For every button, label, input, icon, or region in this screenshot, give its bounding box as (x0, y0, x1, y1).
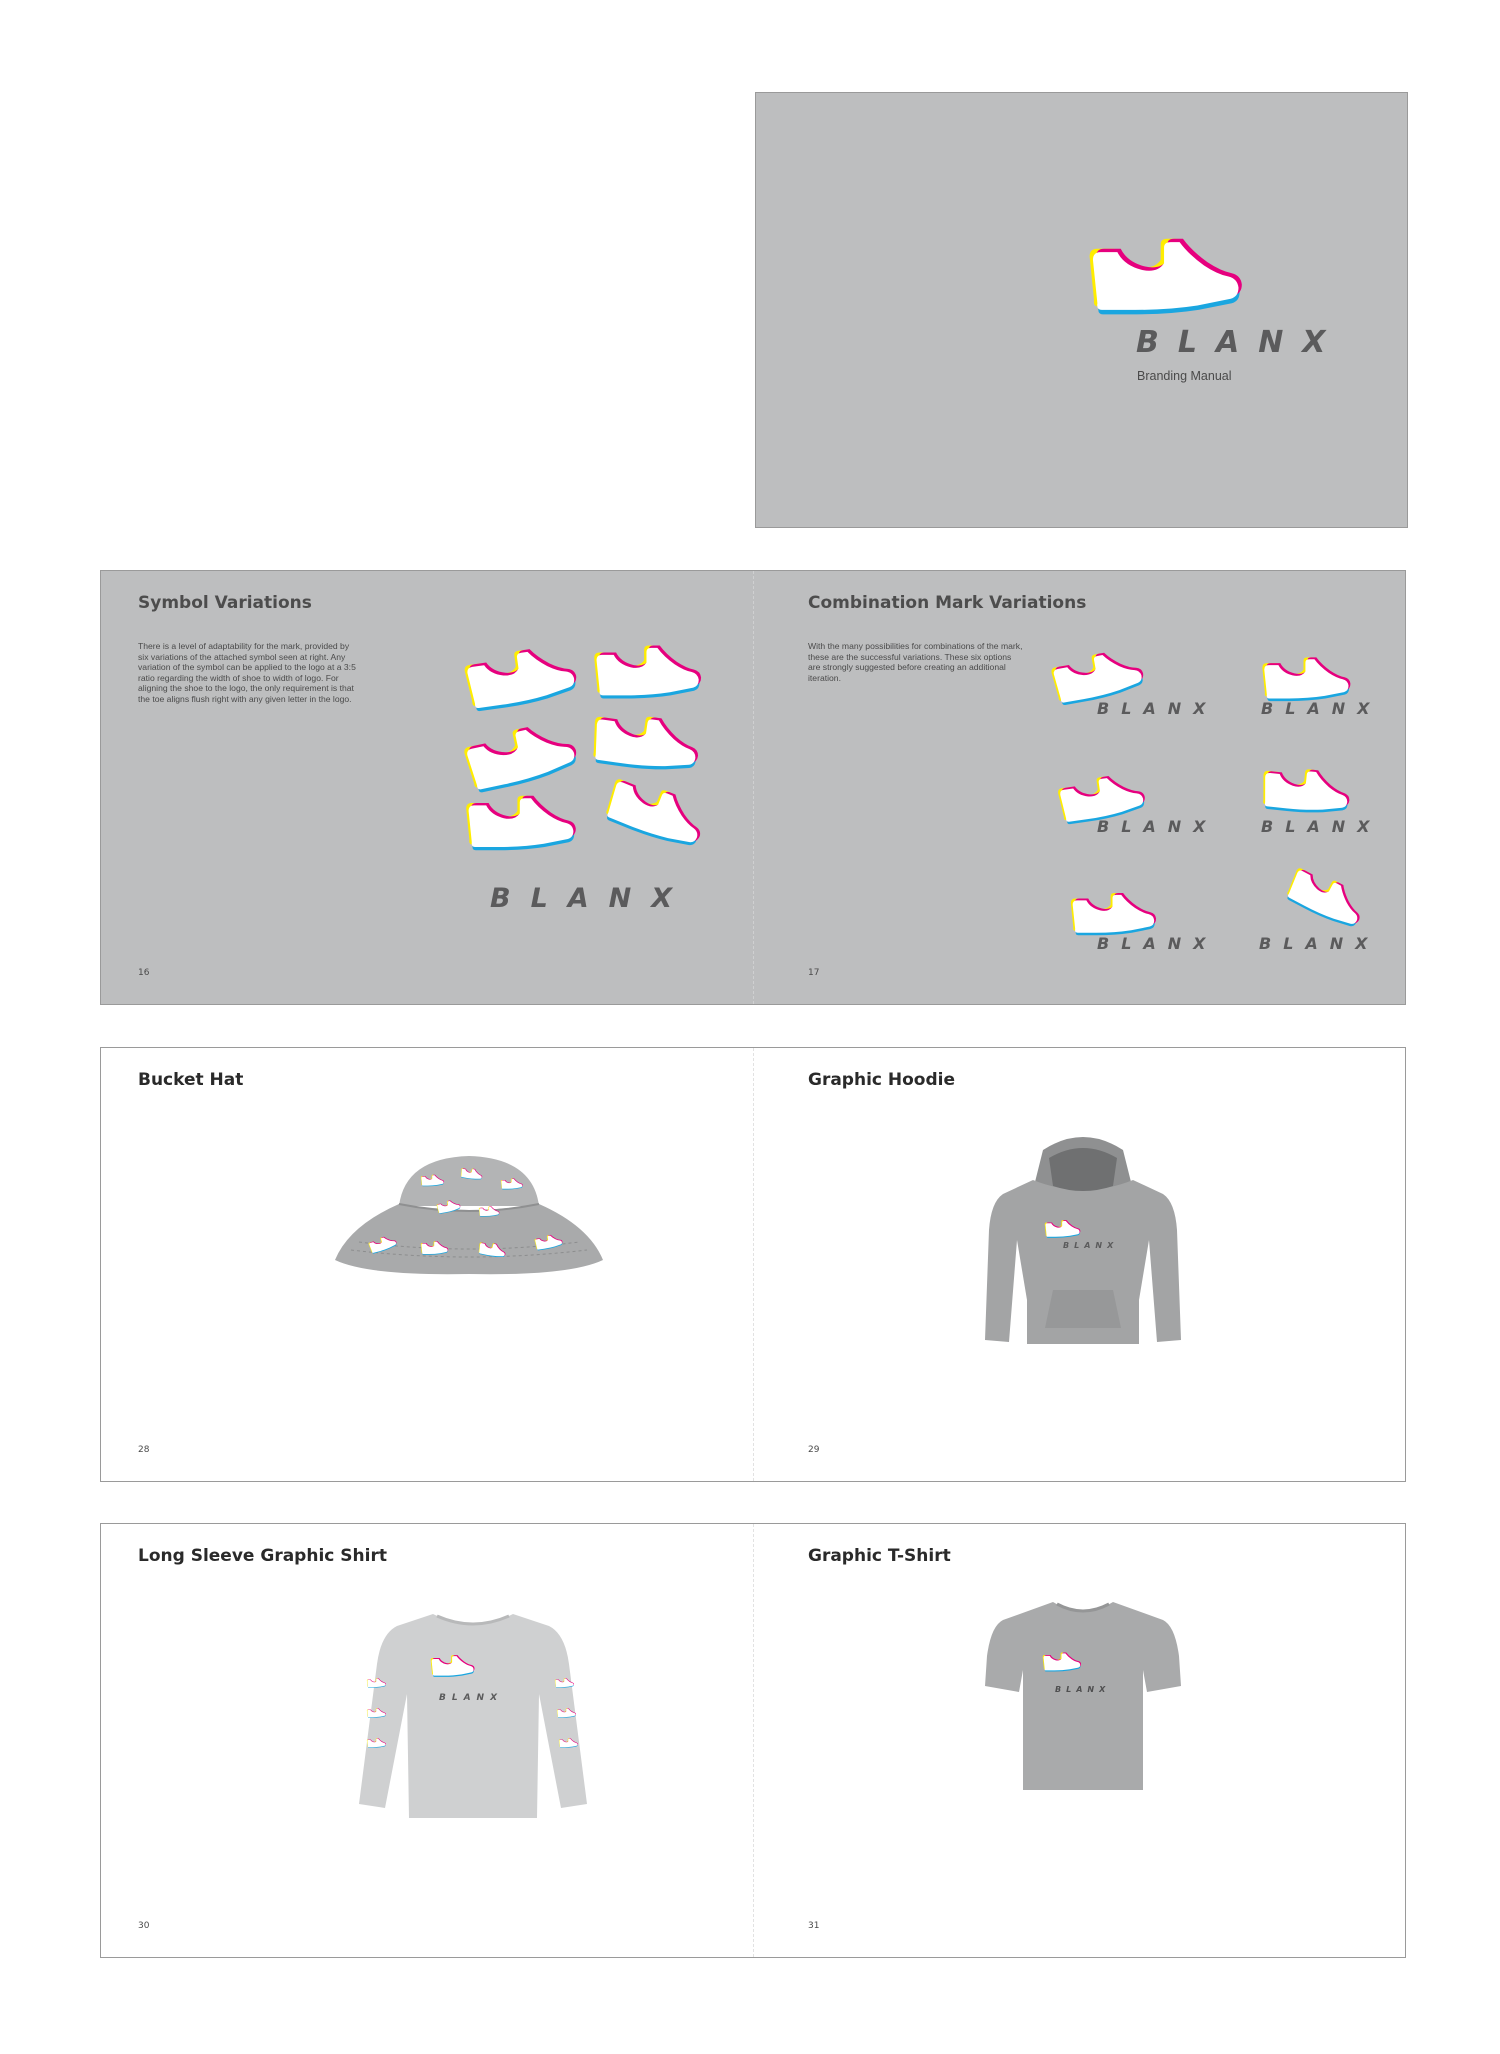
combo-wordmark-3: BLANX (1097, 817, 1218, 836)
page-number: 28 (138, 1445, 150, 1455)
page-title: Combination Mark Variations (808, 593, 1087, 613)
tshirt-print-wordmark: BLANX (1055, 1685, 1111, 1694)
symbol-variations-grid (467, 633, 747, 853)
long-sleeve-shirt-mockup (353, 1604, 593, 1824)
logo-wordmark: BLANX (490, 883, 693, 914)
shoe-variation-5-icon (466, 796, 576, 850)
combo-shoe-2-icon (1263, 647, 1353, 705)
hoodie-print-wordmark: BLANX (1063, 1241, 1119, 1250)
brand-wordmark: BLANX (1136, 325, 1345, 360)
longsleeve-print-wordmark: BLANX (439, 1693, 504, 1703)
page-title: Symbol Variations (138, 593, 312, 613)
apparel-spread-shirts (100, 1523, 1406, 1958)
body-text: There is a level of adaptability for the mark, provided by six variations of the attached symbol seen at right. Any variation of the symbol can be applied to the logo at a 3:5 ratio regarding the width of shoe to width of logo. For aligning the shoe to the logo, the only requirement is that the toe aligns flush right with any given letter in the logo. (138, 641, 356, 704)
symbol-variations-spread (100, 570, 1406, 1005)
cover-page (755, 92, 1408, 528)
graphic-tshirt-mockup (983, 1596, 1183, 1796)
combo-shoe-1-icon (1053, 643, 1145, 703)
combo-wordmark-2: BLANX (1261, 699, 1382, 718)
shoe-variation-6-icon (601, 772, 711, 854)
combo-shoe-6-icon (1289, 861, 1369, 937)
page-number: 29 (808, 1445, 820, 1455)
page-title: Long Sleeve Graphic Shirt (138, 1546, 387, 1566)
body-text: With the many possibilities for combinations of the mark, these are the successful variations. These six options are strongly suggested before creating an additional iteration. (808, 641, 1023, 683)
page-number: 30 (138, 1921, 150, 1931)
bucket-hat-mockup (329, 1146, 609, 1296)
combo-shoe-3-icon (1059, 767, 1147, 823)
shoe-variation-2-icon (594, 645, 701, 698)
page-divider (753, 1524, 754, 1957)
page-title: Graphic T-Shirt (808, 1546, 951, 1566)
shoe-variation-4-icon (589, 709, 702, 776)
combo-shoe-4-icon (1263, 759, 1353, 817)
combo-wordmark-1: BLANX (1097, 699, 1218, 718)
page-number: 17 (808, 968, 820, 978)
graphic-hoodie-mockup (983, 1130, 1183, 1350)
page-number: 31 (808, 1921, 820, 1931)
cover-subtitle: Branding Manual (1137, 369, 1232, 383)
shoe-variation-1-icon (463, 643, 579, 712)
combo-wordmark-5: BLANX (1097, 934, 1218, 953)
apparel-spread-hat-hoodie (100, 1047, 1406, 1482)
page-divider (753, 571, 754, 1004)
combo-shoe-5-icon (1071, 883, 1159, 939)
page-title: Bucket Hat (138, 1070, 244, 1090)
combo-wordmark-6: BLANX (1259, 934, 1380, 953)
combo-wordmark-4: BLANX (1261, 817, 1382, 836)
page-title: Graphic Hoodie (808, 1070, 956, 1090)
page-number: 16 (138, 968, 150, 978)
shoe-logo-icon (1086, 221, 1251, 321)
page-divider (753, 1048, 754, 1481)
shoe-variation-3-icon (462, 718, 581, 794)
